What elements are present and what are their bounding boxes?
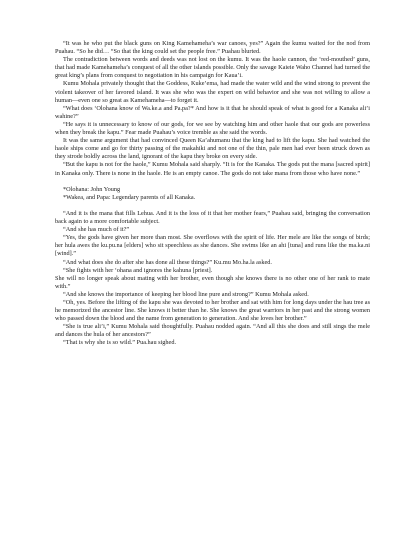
footnote: *Olohana: John Young bbox=[63, 185, 121, 193]
paragraph: “She fights with her ‘ohana and ignores the kahuna [priest]. bbox=[63, 266, 213, 274]
paragraph: “Yes, the gods have given her more than most. She overflows with the spirit of life. Her mele are like the songs of birds; her hula awes the ku.pu.na [elders] who sit speechless as she dances. She swims like an ahi [tuna] and runs like the ma.ka.ni [wind].” bbox=[55, 234, 370, 258]
paragraph: “That is why she is so wild.” Pua.hau sighed. bbox=[63, 339, 177, 347]
paragraph: “Oh, yes. Before the lifting of the kapu she was devoted to her brother and sat with him for long days under the hau tree as he memorized the ancestor line. She knows it better than he. She knows the great warriors in her past and the strong women who passed down the blood and the name from generation to generation. And she loves her brother.” bbox=[55, 299, 370, 323]
paragraph: “He says it is unnecessary to know of our gods, for we see by watching him and other haole that our gods are powerless when they break the kapu.” Fear made Puahau’s voice tremble as she said the words. bbox=[55, 120, 370, 137]
paragraph: “And it is the mana that fills Lehua. And it is the loss of it that her mother fears,” Puahau said, bringing the conversation back again to a more comfortable subject. bbox=[55, 209, 370, 226]
spacer bbox=[55, 178, 370, 186]
spacer bbox=[55, 202, 370, 210]
page-body bbox=[55, 40, 370, 348]
footnotes bbox=[55, 186, 370, 202]
paragraph: Kumu Mohala privately thought that the Goddess, Kuke’ema, had made the water wild and the wind strong to prevent the violent takeover of her favored island. It was she who was the expert on wild behavior and she was not willing to allow a human—even one so great as Kamehameha—to forget it. bbox=[55, 80, 370, 104]
paragraph: It was the same argument that had convinced Queen Ka’ahumanu that the king had to lift the kapu. She had watched the haole ships come and go for thirty passing of the makahiki and not one of the thin, pale men had ever been struck down as they strode boldly across the land, ignorant of the kapu they broke on every side. bbox=[55, 137, 370, 161]
paragraph: She will no longer speak about mating with her brother, even though she knows there is no other one of her rank to mate with.” bbox=[55, 274, 370, 290]
paragraph: “And she knows the importance of keeping her blood line pure and strong?” Kumu Mohala asked. bbox=[63, 290, 309, 298]
paragraph: “But the kapu is not for the haole,” Kumu Mohala said sharply. “It is for the Kanaka. The gods put the mana [sacred spirit] in Kanaka only. There is none in the haole. He is an empty canoe. The gods do not take mana from those who have none.” bbox=[55, 161, 370, 177]
text-block-top bbox=[55, 40, 370, 178]
paragraph: “And she has much of it?” bbox=[63, 226, 130, 234]
paragraph: “She is true ali’i,” Kumu Mohala said thoughtfully. Puahau nodded again. “And all this she does and still sings the mele and dances the hula of her ancestors?” bbox=[55, 323, 370, 339]
text-block-bottom bbox=[55, 210, 370, 348]
paragraph: “And what does she do after she has done all these things?” Ku.mu Mo.ha.la asked. bbox=[63, 258, 272, 266]
paragraph: The contradiction between words and deeds was not lost on the kumu. It was the haole cannon, the ‘red-mouthed’ guns, that had made Kamehameha’s conquest of all the other islands possible. Only the savage Kaieie Waho Channel had turned the great king’s plans from conquest to negotiation in his campaign for Kaua’i. bbox=[55, 56, 370, 80]
paragraph: “What does ‘Olohana know of Wa.ke.a and Pa.pa?* And how is it that he should speak of what is good for a Kanaka ali’i wahine?” bbox=[55, 104, 370, 120]
footnote: *Wakea, and Papa: Legendary parents of all Kanaka. bbox=[63, 193, 196, 201]
paragraph: “It was he who put the black guns on King Kamehameha’s war canoes, yes?” Again the kumu waited for the nod from Puahau. “So he did… “So that the king could set the people free.” Puahau blurted. bbox=[55, 40, 370, 56]
